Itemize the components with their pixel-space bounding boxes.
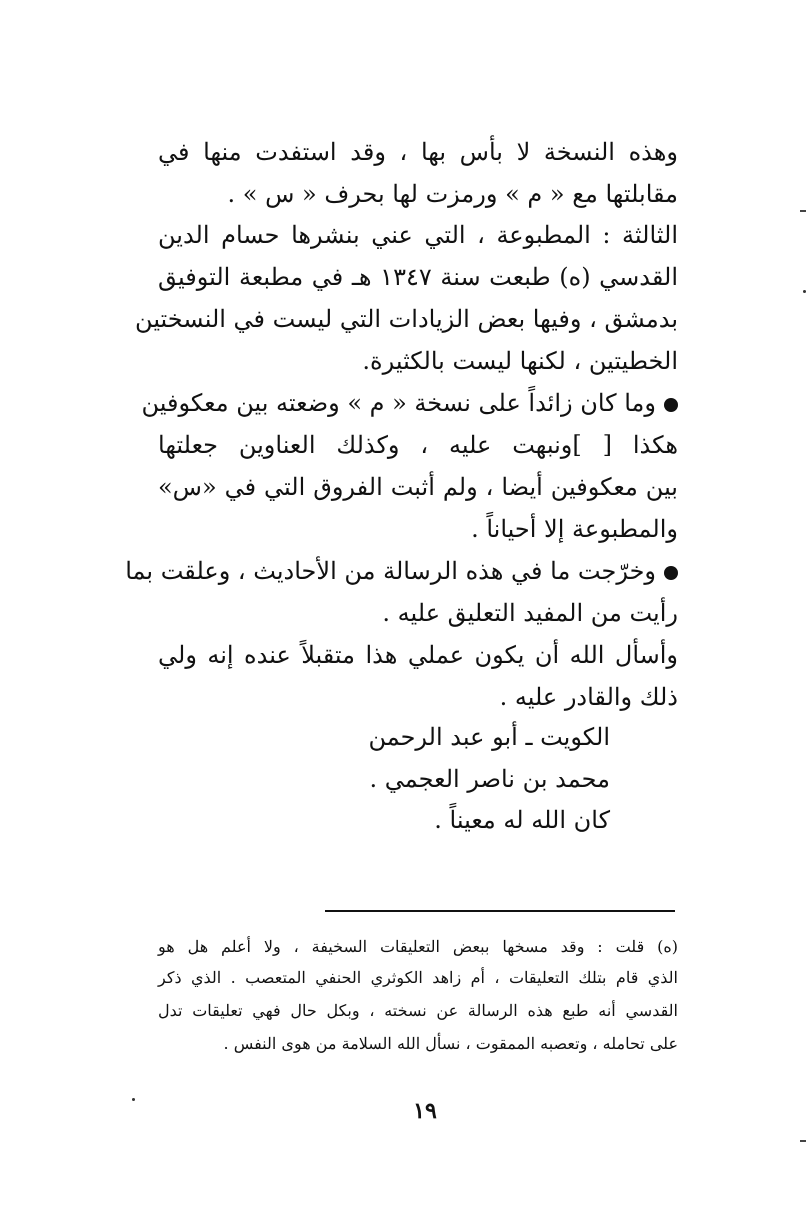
body-line: بين معكوفين أيضا ، ولم أثبت الفروق التي في «س» bbox=[158, 473, 678, 501]
body-line: رأيت من المفيد التعليق عليه . bbox=[382, 599, 678, 627]
body-line: وهذه النسخة لا بأس بها ، وقد استفدت منها في bbox=[158, 138, 678, 166]
footnote-line: القدسي أنه طبع هذه الرسالة عن نسخته ، وبكل حال فهي تعليقات تدل bbox=[158, 1001, 678, 1020]
body-line: القدسي (ه) طبعت سنة ١٣٤٧ هـ في مطبعة التوفيق bbox=[158, 263, 678, 291]
body-line-text: وخرّجت ما في هذه الرسالة من الأحاديث ، وعلقت بما bbox=[125, 557, 656, 585]
footnote-line: الذي قام بتلك التعليقات ، أم زاهد الكوثري الحنفي المتعصب . الذي ذكر bbox=[158, 968, 678, 987]
body-line: والمطبوعة إلا أحياناً . bbox=[471, 515, 678, 543]
bullet-paragraph bbox=[125, 551, 678, 591]
body-line: الخطيتين ، لكنها ليست بالكثيرة. bbox=[362, 347, 678, 375]
signature-line: كان الله له معيناً . bbox=[434, 806, 610, 834]
footnote-line: على تحامله ، وتعصبه الممقوت ، نسأل الله السلامة من هوى النفس . bbox=[223, 1034, 678, 1053]
signature-line: محمد بن ناصر العجمي . bbox=[369, 765, 610, 793]
bullet-icon bbox=[664, 398, 678, 412]
footnote-line: (ه) قلت : وقد مسخها ببعض التعليقات السخيفة ، ولا أعلم هل هو bbox=[158, 937, 678, 956]
body-line: الثالثة : المطبوعة ، التي عني بنشرها حسام الدين bbox=[158, 221, 678, 249]
scan-artifact bbox=[803, 290, 806, 293]
footnote-separator bbox=[325, 910, 675, 912]
page-number: ١٩ bbox=[413, 1098, 437, 1124]
signature-line: الكويت ـ أبو عبد الرحمن bbox=[368, 723, 610, 751]
scan-artifact bbox=[132, 1098, 135, 1101]
scan-artifact bbox=[800, 1140, 806, 1142]
body-line: وأسأل الله أن يكون عملي هذا متقبلاً عنده إنه ولي bbox=[158, 641, 678, 669]
scan-artifact bbox=[800, 210, 806, 212]
body-line: ذلك والقادر عليه . bbox=[499, 683, 678, 711]
bullet-icon bbox=[664, 566, 678, 580]
body-line-text: وما كان زائداً على نسخة « م » وضعته بين معكوفين bbox=[141, 389, 656, 417]
body-line: بدمشق ، وفيها بعض الزيادات التي ليست في النسختين bbox=[135, 305, 678, 333]
body-line: هكذا [ ]ونبهت عليه ، وكذلك العناوين جعلتها bbox=[158, 431, 678, 459]
bullet-paragraph bbox=[141, 383, 678, 423]
body-line: مقابلتها مع « م » ورمزت لها بحرف « س » . bbox=[227, 180, 678, 208]
